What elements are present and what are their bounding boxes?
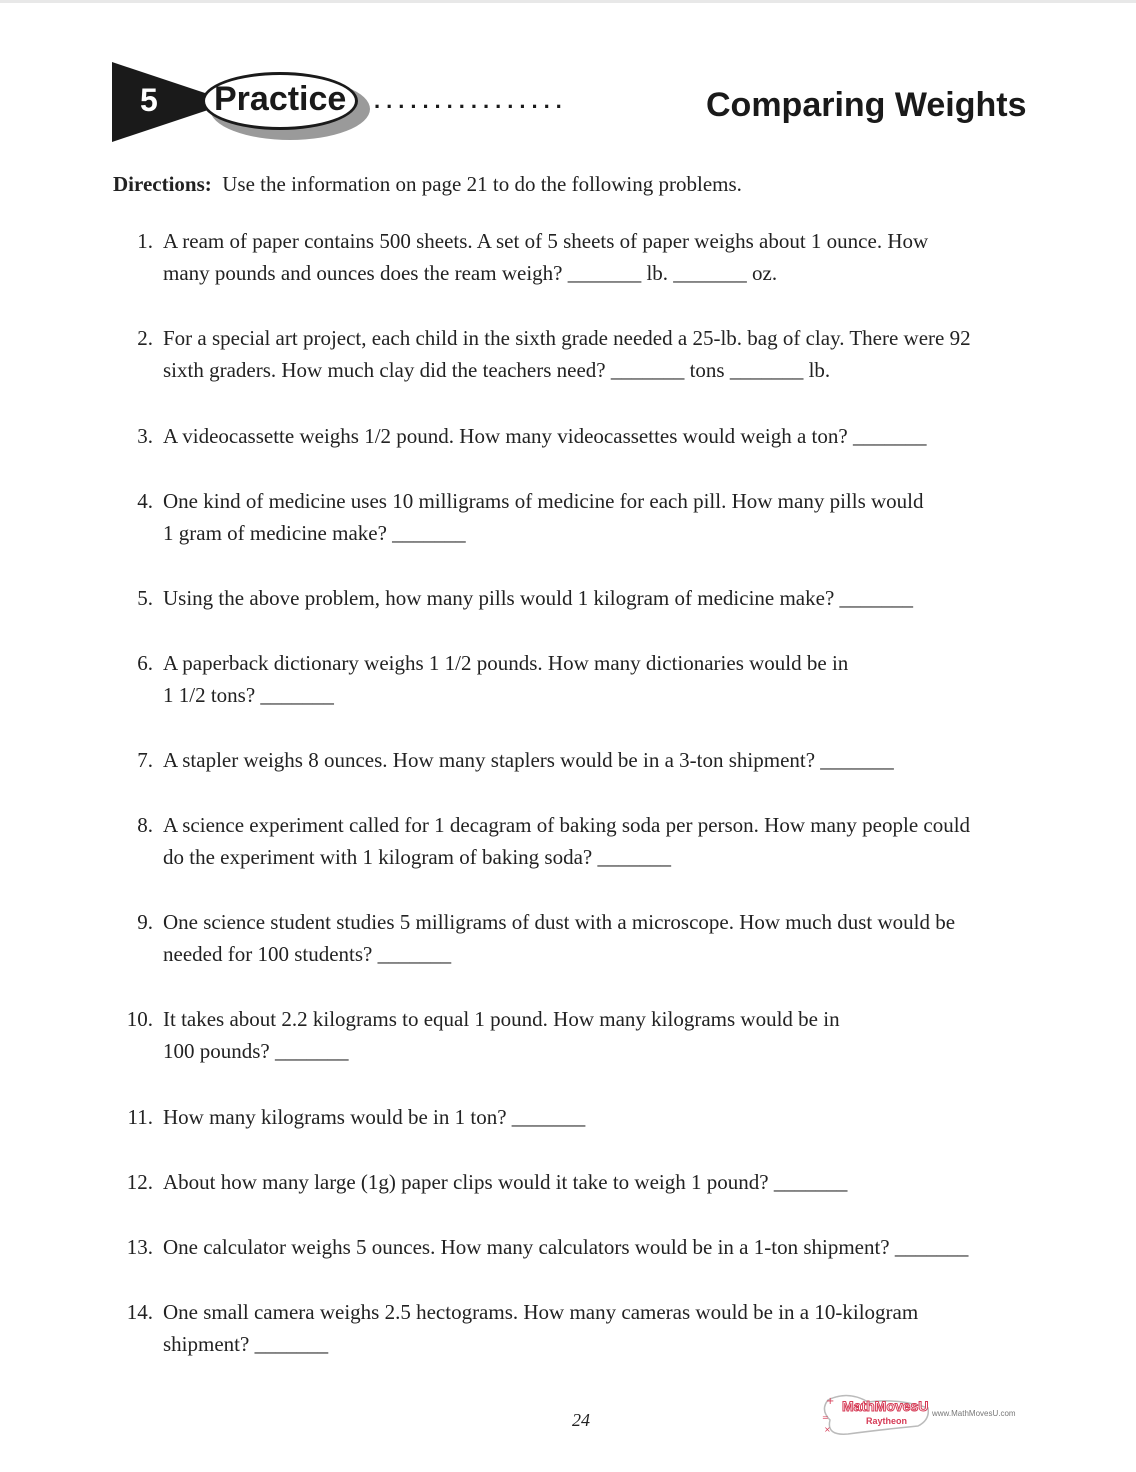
section-label: Practice <box>214 80 347 118</box>
svg-text:+: + <box>826 1396 835 1407</box>
page-title: Comparing Weights <box>706 86 1027 124</box>
problem-line: How many kilograms would be in 1 ton? _______ <box>163 1105 586 1129</box>
problem-line: One calculator weighs 5 ounces. How many calculators would be in a 1-ton shipment? _______ <box>163 1235 969 1259</box>
problem-number: 7. <box>137 748 153 772</box>
problem-line: A science experiment called for 1 decagram of baking soda per person. How many people could <box>163 813 971 837</box>
problem-line: For a special art project, each child in the sixth grade needed a 25-lb. bag of clay. There were 92 <box>163 326 971 350</box>
problem-number: 6. <box>137 651 153 675</box>
problem-line: 100 pounds? _______ <box>163 1039 349 1063</box>
problem-text <box>163 322 1053 386</box>
directions-label: Directions: <box>113 172 212 196</box>
problem-text <box>163 1166 1053 1198</box>
problem-line: 1 1/2 tons? _______ <box>163 683 334 707</box>
problem-number: 9. <box>137 910 153 934</box>
problem-text <box>163 420 1053 452</box>
svg-text:=: = <box>822 1413 829 1422</box>
problem-text <box>163 647 1053 711</box>
problem-number: 11. <box>127 1105 153 1129</box>
problem-line: One small camera weighs 2.5 hectograms. How many cameras would be in a 10-kilogram <box>163 1300 919 1324</box>
logo-sub: Raytheon <box>866 1416 908 1426</box>
problem-line: One kind of medicine uses 10 milligrams of medicine for each pill. How many pills would <box>163 489 924 513</box>
problem-line: A videocassette weighs 1/2 pound. How many videocassettes would weigh a ton? _______ <box>163 424 927 448</box>
problem-line: needed for 100 students? _______ <box>163 942 452 966</box>
problem-line: A stapler weighs 8 ounces. How many staplers would be in a 3-ton shipment? _______ <box>163 748 894 772</box>
problem-line: sixth graders. How much clay did the teachers need? _______ tons _______ lb. <box>163 358 831 382</box>
problem-line: shipment? _______ <box>163 1332 329 1356</box>
problem-line: many pounds and ounces does the ream weigh? _______ lb. _______ oz. <box>163 261 778 285</box>
problem-text <box>163 1231 1053 1263</box>
problem-text <box>163 1101 1053 1133</box>
page-top-border <box>0 0 1136 3</box>
problem-text <box>163 582 1053 614</box>
problem-text <box>163 906 1053 970</box>
problem-number: 5. <box>137 586 153 610</box>
lesson-number: 5 <box>140 82 158 118</box>
problem-number: 1. <box>137 229 153 253</box>
problem-number: 10. <box>126 1007 153 1031</box>
problem-number: 2. <box>137 326 153 350</box>
directions <box>113 172 742 197</box>
problem-line: About how many large (1g) paper clips would it take to weigh 1 pound? _______ <box>163 1170 848 1194</box>
problem-text <box>163 1296 1053 1360</box>
problem-number: 4. <box>137 489 153 513</box>
page-number: 24 <box>572 1410 590 1430</box>
problem-line: A paperback dictionary weighs 1 1/2 pounds. How many dictionaries would be in <box>163 651 849 675</box>
problem-line: One science student studies 5 milligrams of dust with a microscope. How much dust would be <box>163 910 956 934</box>
problem-number: 12. <box>126 1170 153 1194</box>
problem-line: 1 gram of medicine make? _______ <box>163 521 466 545</box>
problem-number: 13. <box>126 1235 153 1259</box>
problem-number: 8. <box>137 813 153 837</box>
problem-line: do the experiment with 1 kilogram of baking soda? _______ <box>163 845 671 869</box>
problem-line: A ream of paper contains 500 sheets. A set of 5 sheets of paper weighs about 1 ounce. How <box>163 229 929 253</box>
problem-text <box>163 744 1053 776</box>
problem-line: Using the above problem, how many pills would 1 kilogram of medicine make? _______ <box>163 586 914 610</box>
problem-text <box>163 225 1053 289</box>
leader-dots: ................ <box>374 88 568 113</box>
problem-text <box>163 485 1053 549</box>
worksheet-header <box>112 62 1032 144</box>
directions-text: Use the information on page 21 to do the following problems. <box>222 172 742 196</box>
problem-text <box>163 1003 1053 1067</box>
logo-text: MathMovesU <box>842 1398 929 1414</box>
problem-line: It takes about 2.2 kilograms to equal 1 pound. How many kilograms would be in <box>163 1007 840 1031</box>
problem-number: 14. <box>126 1300 153 1324</box>
problem-text <box>163 809 1053 873</box>
footer-url: www.MathMovesU.com <box>932 1409 1016 1418</box>
svg-text:×: × <box>824 1425 831 1434</box>
problem-number: 3. <box>137 424 153 448</box>
